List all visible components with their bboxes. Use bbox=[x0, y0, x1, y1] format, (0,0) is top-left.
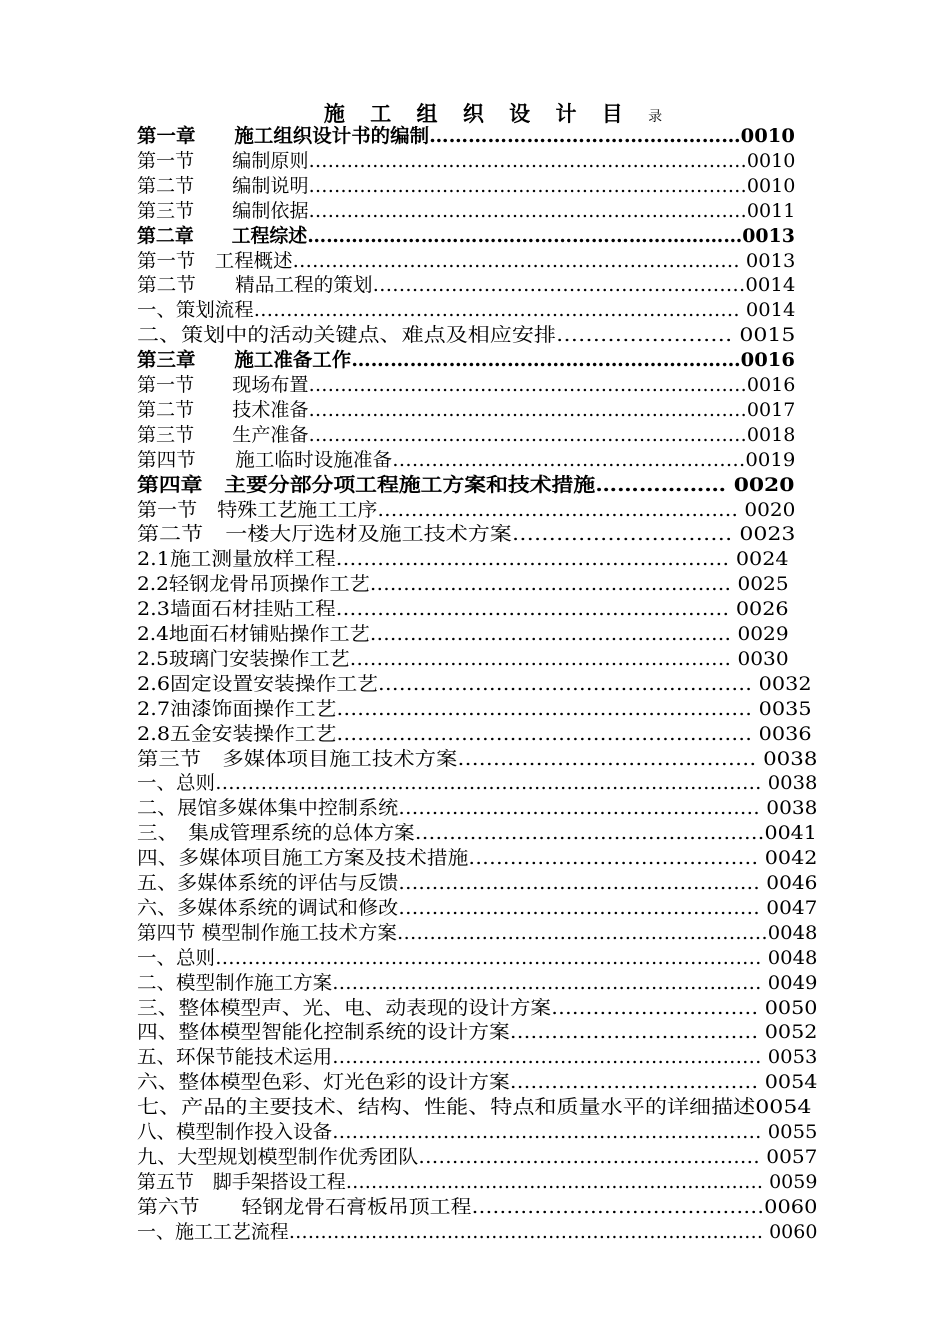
toc-entry: 四、多媒体项目施工方案及技术措施…………………………………… 0042 bbox=[137, 847, 818, 870]
toc-entry: 第三章 施工准备工作……………………………………………………0016 bbox=[137, 349, 795, 372]
title-main: 施 工 组 织 设 计 目 bbox=[323, 101, 632, 126]
toc-entry: 九、大型规划模型制作优秀团队…………………………………………… 0057 bbox=[137, 1145, 818, 1168]
toc-entry: 2.1施工测量放样工程………………………………………………… 0024 bbox=[137, 548, 789, 571]
toc-entry: 七、产品的主要技术、结构、性能、特点和质量水平的详细描述0054 bbox=[137, 1096, 812, 1119]
toc-entry: 第三节 编制依据……………………………………………………………0011 bbox=[137, 199, 796, 222]
toc-entry: 第一节 特殊工艺施工工序……………………………………………… 0020 bbox=[137, 498, 796, 521]
toc-entry: 第四节 施工临时设施准备………………………………………………0019 bbox=[137, 448, 796, 471]
toc-entry: 第二节 技术准备……………………………………………………………0017 bbox=[137, 398, 796, 421]
toc-entry: 第一节 编制原则……………………………………………………………0010 bbox=[137, 149, 796, 172]
toc-entry: 二、展馆多媒体集中控制系统……………………………………………… 0038 bbox=[137, 797, 818, 820]
toc-entry: 第四节 模型制作施工技术方案…………………………………………………0048 bbox=[137, 921, 818, 944]
toc-entry: 二、模型制作施工方案………………………………………………………… 0049 bbox=[137, 971, 818, 994]
toc-entry: 第一节 工程概述…………………………………………………………… 0013 bbox=[137, 249, 796, 272]
toc-entry: 第六节 轻钢龙骨石膏板吊顶工程……………………………………0060 bbox=[137, 1195, 818, 1218]
toc-entry: 五、多媒体系统的评估与反馈……………………………………………… 0046 bbox=[137, 872, 818, 894]
toc-entry: 第五节 脚手架搭设工程………………………………………………………… 0059 bbox=[137, 1170, 818, 1193]
toc-entry: 2.7油漆饰面操作工艺…………………………………………………… 0035 bbox=[137, 697, 812, 720]
toc-entry: 二、策划中的活动关键点、难点及相应安排…………………… 0015 bbox=[137, 324, 796, 347]
toc-entry: 五、环保节能技术运用………………………………………………………… 0053 bbox=[137, 1046, 818, 1069]
toc-entry: 一、施工工艺流程………………………………………………………………… 0060 bbox=[137, 1220, 818, 1243]
toc-entry: 2.6固定设置安装操作工艺……………………………………………… 0032 bbox=[137, 672, 812, 695]
toc-entry: 三、 集成管理系统的总体方案……………………………………………0041 bbox=[137, 822, 817, 845]
title-suffix: 录 bbox=[648, 109, 663, 125]
toc-entry: 2.4地面石材铺贴操作工艺……………………………………………… 0029 bbox=[137, 623, 789, 645]
toc-entry: 八、模型制作投入设备………………………………………………………… 0055 bbox=[137, 1121, 818, 1143]
toc-entry: 四、整体模型智能化控制系统的设计方案……………………………… 0052 bbox=[137, 1021, 818, 1044]
toc-entry: 第三节 生产准备……………………………………………………………0018 bbox=[137, 423, 796, 446]
toc-entry: 一、总则………………………………………………………………………… 0048 bbox=[137, 946, 818, 969]
toc-entry: 2.5玻璃门安装操作工艺………………………………………………… 0030 bbox=[137, 647, 789, 670]
toc-entry: 六、整体模型色彩、灯光色彩的设计方案……………………………… 0054 bbox=[137, 1071, 818, 1094]
toc-entry: 三、整体模型声、光、电、动表现的设计方案………………………… 0050 bbox=[137, 996, 818, 1019]
toc-entry: 第一章 施工组织设计书的编制…………………………………………0010 bbox=[137, 125, 795, 147]
toc-entry: 第一节 现场布置……………………………………………………………0016 bbox=[137, 374, 796, 396]
toc-entry: 第三节 多媒体项目施工技术方案…………………………………… 0038 bbox=[137, 747, 818, 770]
toc-entry: 第二节 一楼大厅选材及施工技术方案………………………… 0023 bbox=[137, 523, 796, 546]
toc-entry: 一、策划流程………………………………………………………………… 0014 bbox=[137, 299, 796, 322]
toc-entry: 一、总则………………………………………………………………………… 0038 bbox=[137, 772, 818, 795]
toc-entry: 2.8五金安装操作工艺…………………………………………………… 0036 bbox=[137, 722, 812, 745]
toc-entry: 六、多媒体系统的调试和修改……………………………………………… 0047 bbox=[137, 896, 818, 919]
toc-entry: 第二章 工程综述……………………………………………………………0013 bbox=[137, 224, 795, 247]
toc-entry: 第四章 主要分部分项工程施工方案和技术措施……………… 0020 bbox=[137, 473, 795, 496]
toc-entry: 第二节 编制说明……………………………………………………………0010 bbox=[137, 174, 796, 197]
toc-entry: 2.2轻钢龙骨吊顶操作工艺……………………………………………… 0025 bbox=[137, 573, 789, 596]
toc-entry: 第二节 精品工程的策划…………………………………………………0014 bbox=[137, 274, 796, 297]
toc-entry: 2.3墙面石材挂贴工程………………………………………………… 0026 bbox=[137, 598, 789, 621]
